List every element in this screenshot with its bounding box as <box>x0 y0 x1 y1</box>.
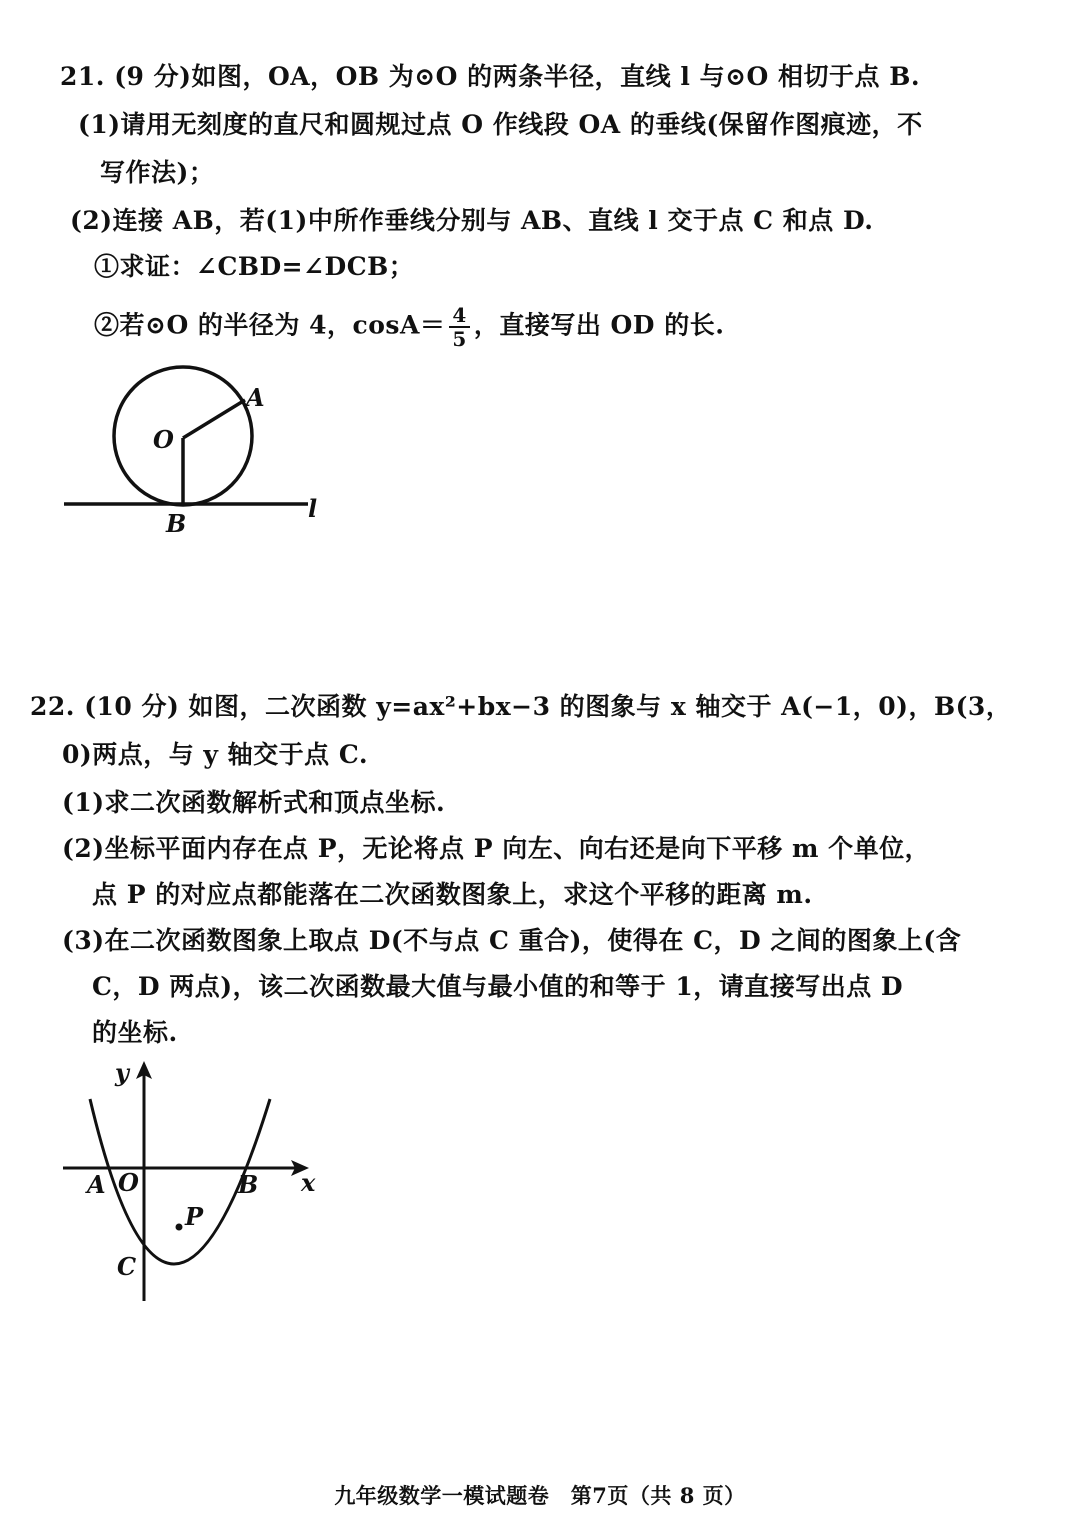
label-b: B <box>238 1170 259 1199</box>
label-b: B <box>166 509 187 538</box>
label-o: O <box>118 1168 139 1197</box>
q21-part1-line-1: (1)请用无刻度的直尺和圆规过点 O 作线段 OA 的垂线(保留作图痕迹，不 <box>78 110 923 139</box>
fraction-numerator: 4 <box>449 304 469 328</box>
q22-figure <box>55 1055 335 1315</box>
q22-part2-line-2: 点 P 的对应点都能落在二次函数图象上，求这个平移的距离 m. <box>92 880 813 909</box>
q21-sub2-text-pre: ②若⊙O 的半径为 4，cosA＝ <box>94 310 446 340</box>
cos-fraction <box>449 304 469 350</box>
q22-part3-line-2: C，D 两点)，该二次函数最大值与最小值的和等于 1，请直接写出点 D <box>92 972 904 1001</box>
label-x: x <box>301 1168 316 1197</box>
q22-part3-line-1: (3)在二次函数图象上取点 D(不与点 C 重合)，使得在 C，D 之间的图象上(含 <box>62 926 962 955</box>
label-o: O <box>153 425 174 454</box>
q21-figure <box>50 360 350 550</box>
q22-stem-line-2: 0)两点，与 y 轴交于点 C. <box>62 740 369 769</box>
q22-part2-line-1: (2)坐标平面内存在点 P，无论将点 P 向左、向右还是向下平移 m 个单位， <box>62 834 931 863</box>
q22-stem-line-1: 22. (10 分) 如图，二次函数 y=ax²+bx−3 的图象与 x 轴交于 A(−1，0)，B(3， <box>30 692 1012 721</box>
q22-part1: (1)求二次函数解析式和顶点坐标. <box>62 788 446 817</box>
radius-oa <box>183 400 245 438</box>
label-a: A <box>87 1170 106 1199</box>
label-a: A <box>246 383 265 412</box>
q21-stem-line-1: 21. (9 分)如图，OA，OB 为⊙O 的两条半径，直线 l 与⊙O 相切于点 B. <box>60 62 921 91</box>
q21-part2-sub1: ①求证：∠CBD=∠DCB； <box>94 252 415 281</box>
page-footer: 九年级数学一模试题卷 第7页（共 8 页） <box>334 1483 746 1508</box>
label-l: l <box>308 494 318 523</box>
label-y: y <box>115 1058 129 1087</box>
q21-part2-sub2 <box>94 304 724 350</box>
q21-part2-line: (2)连接 AB，若(1)中所作垂线分别与 AB、直线 l 交于点 C 和点 D. <box>70 206 874 235</box>
q22-part3-line-3: 的坐标. <box>92 1018 178 1047</box>
label-c: C <box>117 1252 137 1281</box>
label-p: P <box>185 1202 204 1231</box>
q21-part1-line-2: 写作法)； <box>100 158 215 187</box>
point-p <box>176 1224 183 1231</box>
q21-sub2-text-post: ，直接写出 OD 的长. <box>473 310 725 340</box>
fraction-denominator: 5 <box>452 327 467 351</box>
